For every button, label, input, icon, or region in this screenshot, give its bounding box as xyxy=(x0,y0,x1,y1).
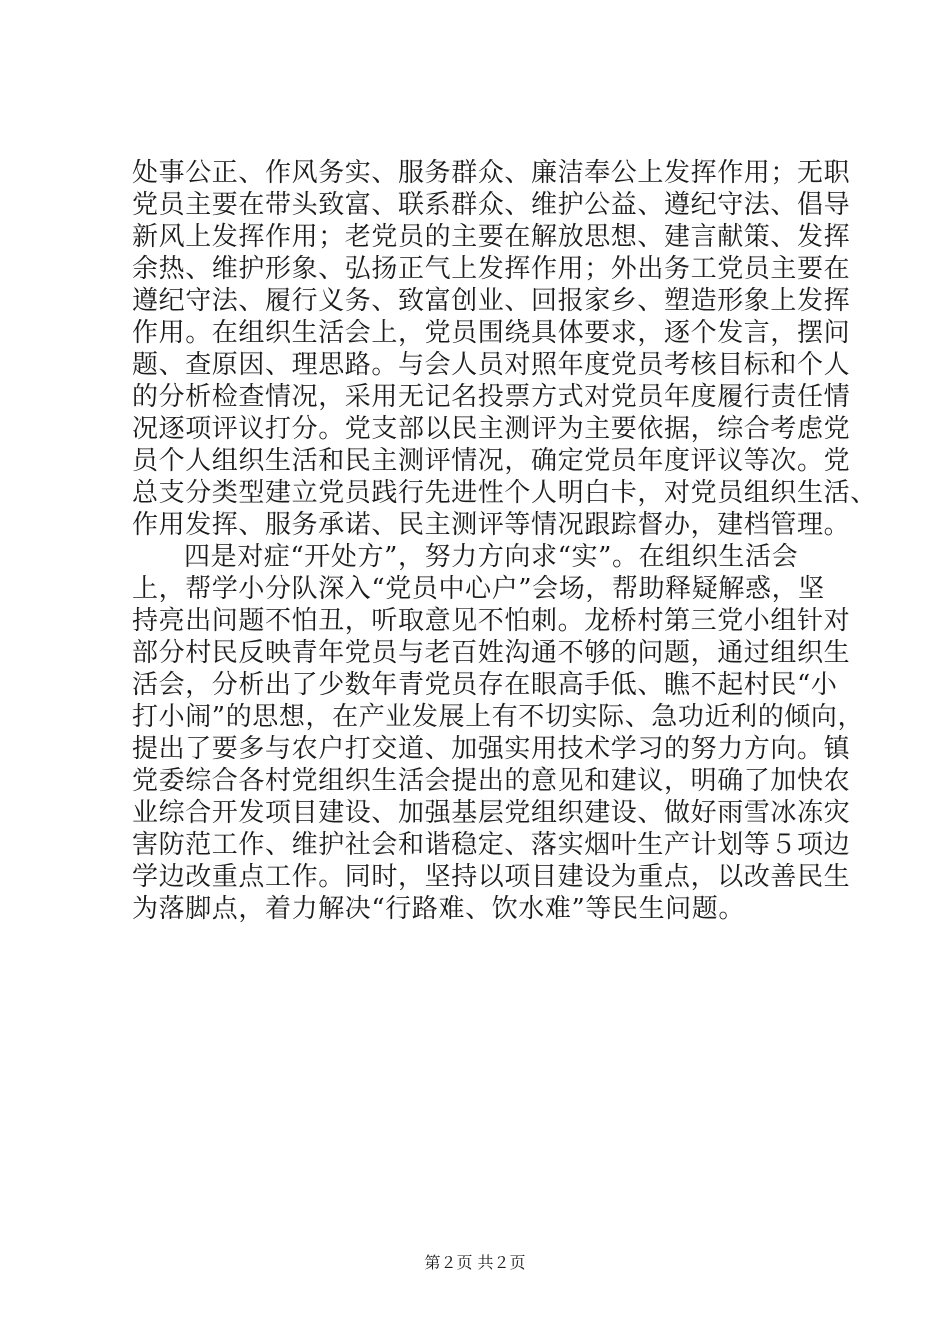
text-line: 题、查原因、理思路。与会人员对照年度党员考核目标和个人 xyxy=(132,350,851,380)
text-line: 打小闹”的思想，在产业发展上有不切实际、急功近利的倾向， xyxy=(132,702,865,732)
text-line: 上，帮学小分队深入“党员中心户”会场，帮助释疑解惑，坚 xyxy=(132,574,825,604)
text-line: 业综合开发项目建设、加强基层党组织建设、做好雨雪冰冻灾 xyxy=(132,798,851,828)
text-line: 作用。在组织生活会上，党员围绕具体要求，逐个发言，摆问 xyxy=(132,318,851,348)
text-line: 学边改重点工作。同时，坚持以项目建设为重点，以改善民生 xyxy=(132,862,851,892)
text-line: 活会，分析出了少数年青党员存在眼高手低、瞧不起村民“小 xyxy=(132,670,838,700)
text-line: 余热、维护形象、弘扬正气上发挥作用；外出务工党员主要在 xyxy=(132,254,851,284)
text-line: 新风上发挥作用；老党员的主要在解放思想、建言献策、发挥 xyxy=(132,222,851,252)
text-line: 部分村民反映青年党员与老百姓沟通不够的问题，通过组织生 xyxy=(132,638,851,668)
text-line: 员个人组织生活和民主测评情况，确定党员年度评议等次。党 xyxy=(132,446,851,476)
text-line: 党员主要在带头致富、联系群众、维护公益、遵纪守法、倡导 xyxy=(132,190,851,220)
text-line: 的分析检查情况，采用无记名投票方式对党员年度履行责任情 xyxy=(132,382,851,412)
text-line: 党委综合各村党组织生活会提出的意见和建议，明确了加快农 xyxy=(132,766,851,796)
paragraph-start-line: 四是对症“开处方”，努力方向求“实”。在组织生活会 xyxy=(184,542,799,572)
text-line: 遵纪守法、履行义务、致富创业、回报家乡、塑造形象上发挥 xyxy=(132,286,851,316)
body-text xyxy=(132,157,877,925)
text-line: 害防范工作、维护社会和谐稳定、落实烟叶生产计划等５项边 xyxy=(132,830,851,860)
page-number: 第２页 共２页 xyxy=(424,1253,526,1272)
text-line: 提出了要多与农户打交道、加强实用技术学习的努力方向。镇 xyxy=(132,734,851,764)
text-line: 为落脚点，着力解决“行路难、饮水难”等民生问题。 xyxy=(132,894,745,924)
text-line: 处事公正、作风务实、服务群众、廉洁奉公上发挥作用；无职 xyxy=(132,158,851,188)
text-line: 况逐项评议打分。党支部以民主测评为主要依据，综合考虑党 xyxy=(132,414,851,444)
text-line: 作用发挥、服务承诺、民主测评等情况跟踪督办，建档管理。 xyxy=(132,510,851,540)
page-footer xyxy=(0,1252,950,1274)
text-line: 持亮出问题不怕丑，听取意见不怕刺。龙桥村第三党小组针对 xyxy=(132,606,851,636)
text-line: 总支分类型建立党员践行先进性个人明白卡，对党员组织生活、 xyxy=(132,478,877,508)
